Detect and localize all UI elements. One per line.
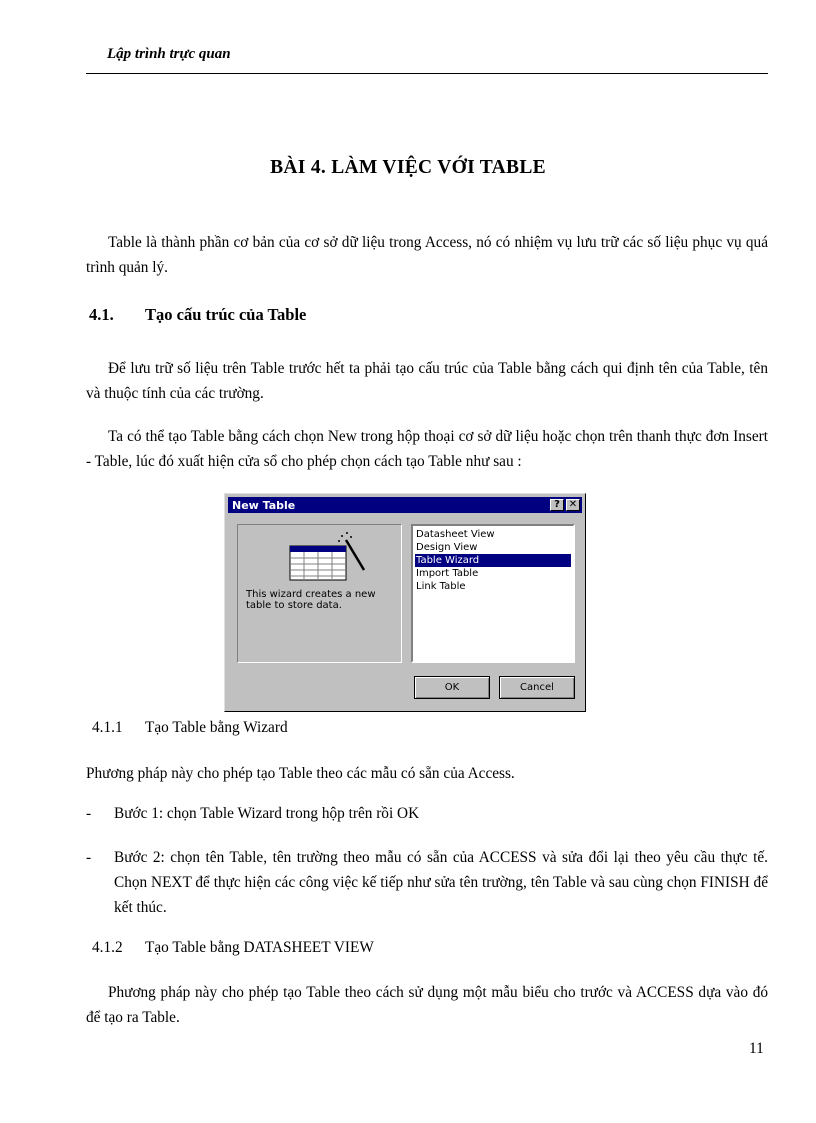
list-item-table-wizard[interactable]: Table Wizard [415, 554, 571, 567]
subsection-title: Tạo Table bằng Wizard [145, 719, 288, 736]
header-rule [86, 73, 768, 74]
chapter-title: BÀI 4. LÀM VIỆC VỚI TABLE [270, 157, 546, 178]
section-heading-4-1 [89, 305, 306, 325]
bullet-step-2 [86, 845, 768, 920]
table-method-list[interactable] [411, 524, 575, 663]
subsection-number: 4.1.1 [92, 719, 123, 736]
bullet-text: Bước 2: chọn tên Table, tên trường theo mẫu có sẵn của ACCESS và sửa đổi lại theo yêu cầu thực tế. Chọn NEXT để thực hiện các công việc kế tiếp như sửa tên trường, tên Table và sau cùng chọn FINISH để kết thúc. [114, 849, 768, 916]
dialog-title: New Table [232, 499, 296, 512]
table-wizard-icon [284, 530, 374, 585]
cancel-button[interactable]: Cancel [499, 676, 575, 699]
section-number: 4.1. [89, 305, 114, 324]
paragraph-datasheet: Phương pháp này cho phép tạo Table theo cách sử dụng một mẫu biểu cho trước và ACCESS dựa vào đó để tạo ra Table. [86, 984, 768, 1026]
paragraph-create-method: Ta có thể tạo Table bằng cách chọn New trong hộp thoại cơ sở dữ liệu hoặc chọn trên thanh thực đơn Insert - Table, lúc đó xuất hiện cửa sổ cho phép chọn cách tạo Table như sau : [86, 428, 768, 470]
bullet-dash: - [86, 805, 92, 822]
list-item-datasheet-view[interactable]: Datasheet View [416, 529, 495, 540]
list-item-import-table[interactable]: Import Table [416, 568, 479, 579]
help-button[interactable]: ? [550, 499, 564, 511]
bullet-step-1 [86, 801, 768, 826]
dialog-titlebar[interactable] [228, 497, 582, 513]
wizard-preview-pane [237, 524, 402, 663]
intro-paragraph: Table là thành phần cơ bản của cơ sở dữ liệu trong Access, nó có nhiệm vụ lưu trữ các số liệu phục vụ quá trình quản lý. [86, 234, 768, 276]
ok-button[interactable]: OK [414, 676, 490, 699]
list-item-link-table[interactable]: Link Table [416, 581, 466, 592]
subsection-heading-4-1-2 [92, 939, 374, 957]
subsection-heading-4-1-1 [92, 719, 288, 737]
paragraph-wizard: Phương pháp này cho phép tạo Table theo các mẫu có sẵn của Access. [86, 765, 515, 782]
close-button[interactable]: ✕ [566, 499, 580, 511]
bullet-dash: - [86, 849, 92, 866]
paragraph-structure: Để lưu trữ số liệu trên Table trước hết ta phải tạo cấu trúc của Table bằng cách qui định tên của Table, tên và thuộc tính của các trường. [86, 360, 768, 402]
subsection-title: Tạo Table bằng DATASHEET VIEW [145, 939, 374, 956]
bullet-text: Bước 1: chọn Table Wizard trong hộp trên rồi OK [114, 805, 420, 822]
section-title: Tạo cấu trúc của Table [145, 305, 307, 324]
subsection-number: 4.1.2 [92, 939, 123, 956]
page-number: 11 [749, 1040, 764, 1057]
running-header: Lập trình trực quan [107, 46, 231, 62]
wizard-description: This wizard creates a new table to store data. [246, 589, 376, 611]
list-item-design-view[interactable]: Design View [416, 542, 478, 553]
new-table-dialog [224, 493, 586, 712]
